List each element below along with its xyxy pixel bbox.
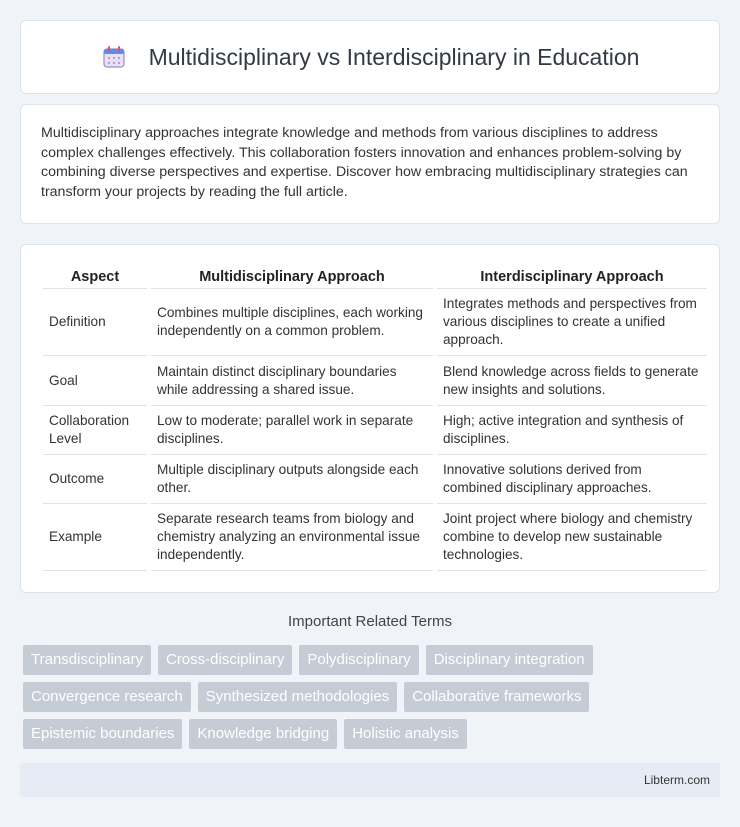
tag-row: [23, 645, 723, 675]
row-interdisciplinary: Integrates methods and perspectives from various disciplines to create a unified approach.: [437, 289, 707, 356]
column-header-multidisciplinary: Multidisciplinary Approach: [151, 265, 433, 289]
page-title: Multidisciplinary vs Interdisciplinary in Education: [148, 43, 640, 70]
row-multidisciplinary: Combines multiple disciplines, each working independently on a common problem.: [151, 289, 433, 356]
table-row: [43, 504, 707, 571]
related-term-tag[interactable]: Cross-disciplinary: [158, 645, 292, 675]
related-term-tag[interactable]: Collaborative frameworks: [404, 682, 589, 712]
row-aspect: Outcome: [43, 455, 147, 504]
row-aspect: Example: [43, 504, 147, 571]
tag-row: [23, 719, 723, 749]
row-interdisciplinary: High; active integration and synthesis of disciplines.: [437, 406, 707, 455]
row-multidisciplinary: Maintain distinct disciplinary boundaries while addressing a shared issue.: [151, 356, 433, 406]
row-multidisciplinary: Multiple disciplinary outputs alongside each other.: [151, 455, 433, 504]
footer-site-link[interactable]: Libterm.com: [643, 773, 710, 787]
table-row: [43, 356, 707, 406]
related-term-tag[interactable]: Convergence research: [23, 682, 191, 712]
related-terms-title: Important Related Terms: [288, 613, 452, 630]
row-interdisciplinary: Innovative solutions derived from combined disciplinary approaches.: [437, 455, 707, 504]
related-term-tag[interactable]: Holistic analysis: [344, 719, 467, 749]
row-aspect: Goal: [43, 356, 147, 406]
row-aspect: Collaboration Level: [43, 406, 147, 455]
comparison-table-card: [20, 244, 720, 593]
column-header-interdisciplinary: Interdisciplinary Approach: [437, 265, 707, 289]
table-header-row: [43, 265, 707, 289]
row-interdisciplinary: Blend knowledge across fields to generate new insights and solutions.: [437, 356, 707, 406]
related-term-tag[interactable]: Transdisciplinary: [23, 645, 151, 675]
row-multidisciplinary: Low to moderate; parallel work in separate disciplines.: [151, 406, 433, 455]
header-card: [20, 20, 720, 94]
column-header-aspect: Aspect: [43, 265, 147, 289]
related-term-tag[interactable]: Knowledge bridging: [189, 719, 337, 749]
row-multidisciplinary: Separate research teams from biology and chemistry analyzing an environmental issue independently.: [151, 504, 433, 571]
table-row: [43, 455, 707, 504]
intro-card: [20, 104, 720, 224]
comparison-table: [39, 265, 711, 571]
row-aspect: Definition: [43, 289, 147, 356]
related-term-tag[interactable]: Synthesized methodologies: [198, 682, 397, 712]
intro-text: Multidisciplinary approaches integrate knowledge and methods from various disciplines to address complex challenges effectively. This collaboration fosters innovation and enhances problem-solving by combining diverse perspectives and expertise. Discover how embracing multidisciplinary strategies can transform your projects by reading the full article.: [41, 125, 688, 200]
related-term-tag[interactable]: Disciplinary integration: [426, 645, 593, 675]
tag-row: [23, 682, 723, 712]
table-row: [43, 406, 707, 455]
table-row: [43, 289, 707, 356]
related-term-tag[interactable]: Polydisciplinary: [299, 645, 418, 675]
row-interdisciplinary: Joint project where biology and chemistry combine to develop new sustainable technologies.: [437, 504, 707, 571]
footer: [20, 763, 720, 797]
related-terms-tags: [23, 645, 723, 756]
calendar-icon: [101, 44, 127, 70]
related-term-tag[interactable]: Epistemic boundaries: [23, 719, 182, 749]
